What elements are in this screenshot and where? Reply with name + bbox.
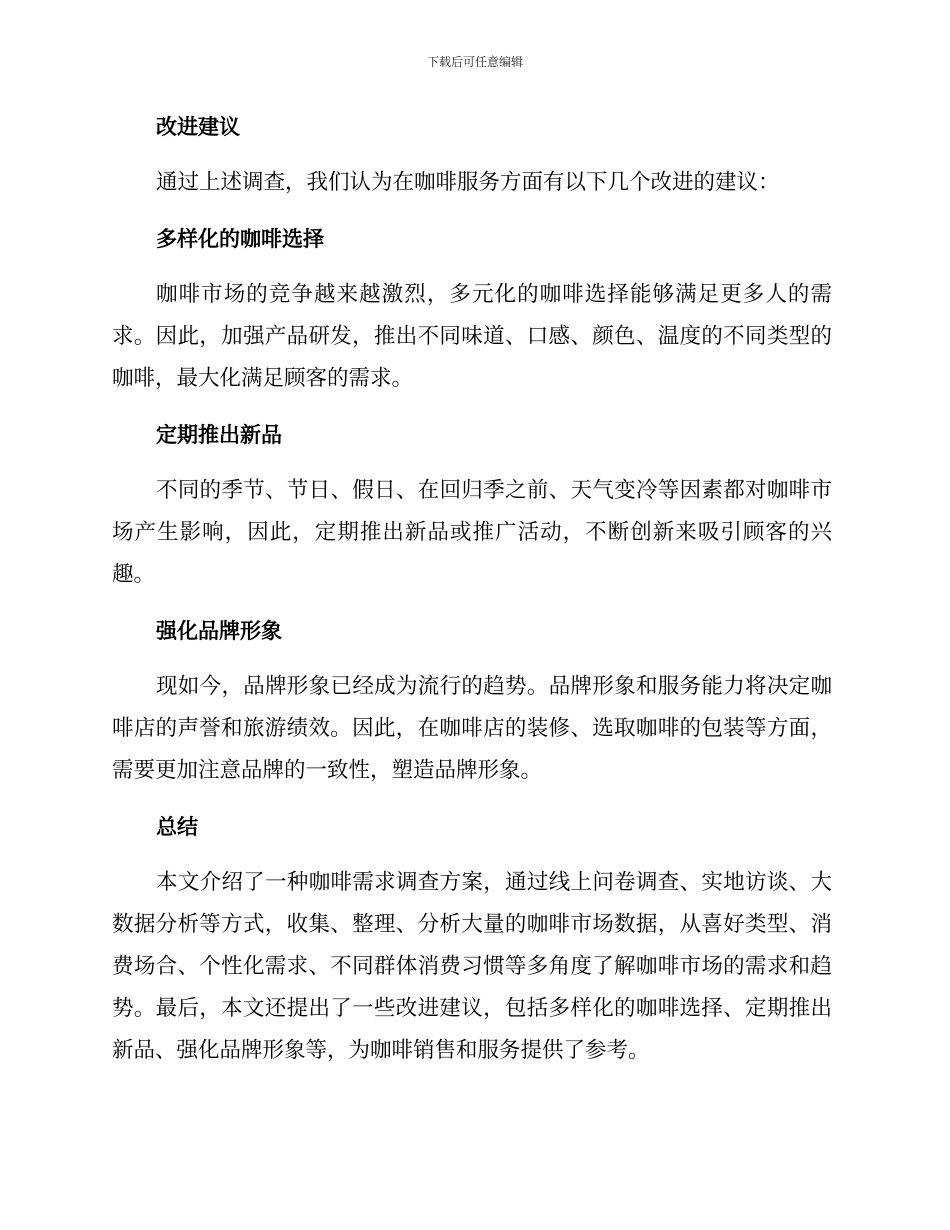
section-paragraph-new-products: 不同的季节、节日、假日、在回归季之前、天气变冷等因素都对咖啡市场产生影响，因此，定期推出新品或推广活动，不断创新来吸引顾客的兴趣。	[112, 478, 832, 587]
section-paragraph-improvements: 通过上述调查，我们认为在咖啡服务方面有以下几个改进的建议：	[156, 170, 780, 195]
section-heading-summary: 总结	[156, 815, 198, 839]
section-paragraph-diverse-coffee: 咖啡市场的竞争越来越激烈，多元化的咖啡选择能够满足更多人的需求。因此，加强产品研发，推出不同味道、口感、颜色、温度的不同类型的咖啡，最大化满足顾客的需求。	[112, 282, 832, 391]
section-paragraph-brand-image: 现如今，品牌形象已经成为流行的趋势。品牌形象和服务能力将决定咖啡店的声誉和旅游绩效。因此，在咖啡店的装修、选取咖啡的包装等方面，需要更加注意品牌的一致性，塑造品牌形象。	[112, 674, 832, 783]
section-heading-brand-image: 强化品牌形象	[156, 619, 282, 643]
section-heading-diverse-coffee: 多样化的咖啡选择	[156, 227, 324, 251]
section-heading-new-products: 定期推出新品	[156, 423, 282, 447]
section-paragraph-summary: 本文介绍了一种咖啡需求调查方案，通过线上问卷调查、实地访谈、大数据分析等方式，收集、整理、分析大量的咖啡市场数据，从喜好类型、消费场合、个性化需求、不同群体消费习惯等多角度了解咖啡市场的需求和趋势。最后，本文还提出了一些改进建议，包括多样化的咖啡选择、定期推出新品、强化品牌形象等，为咖啡销售和服务提供了参考。	[112, 870, 832, 1063]
page-header: 下载后可任意编辑	[426, 55, 523, 69]
document-body	[112, 108, 832, 1072]
section-heading-improvements: 改进建议	[156, 115, 240, 139]
